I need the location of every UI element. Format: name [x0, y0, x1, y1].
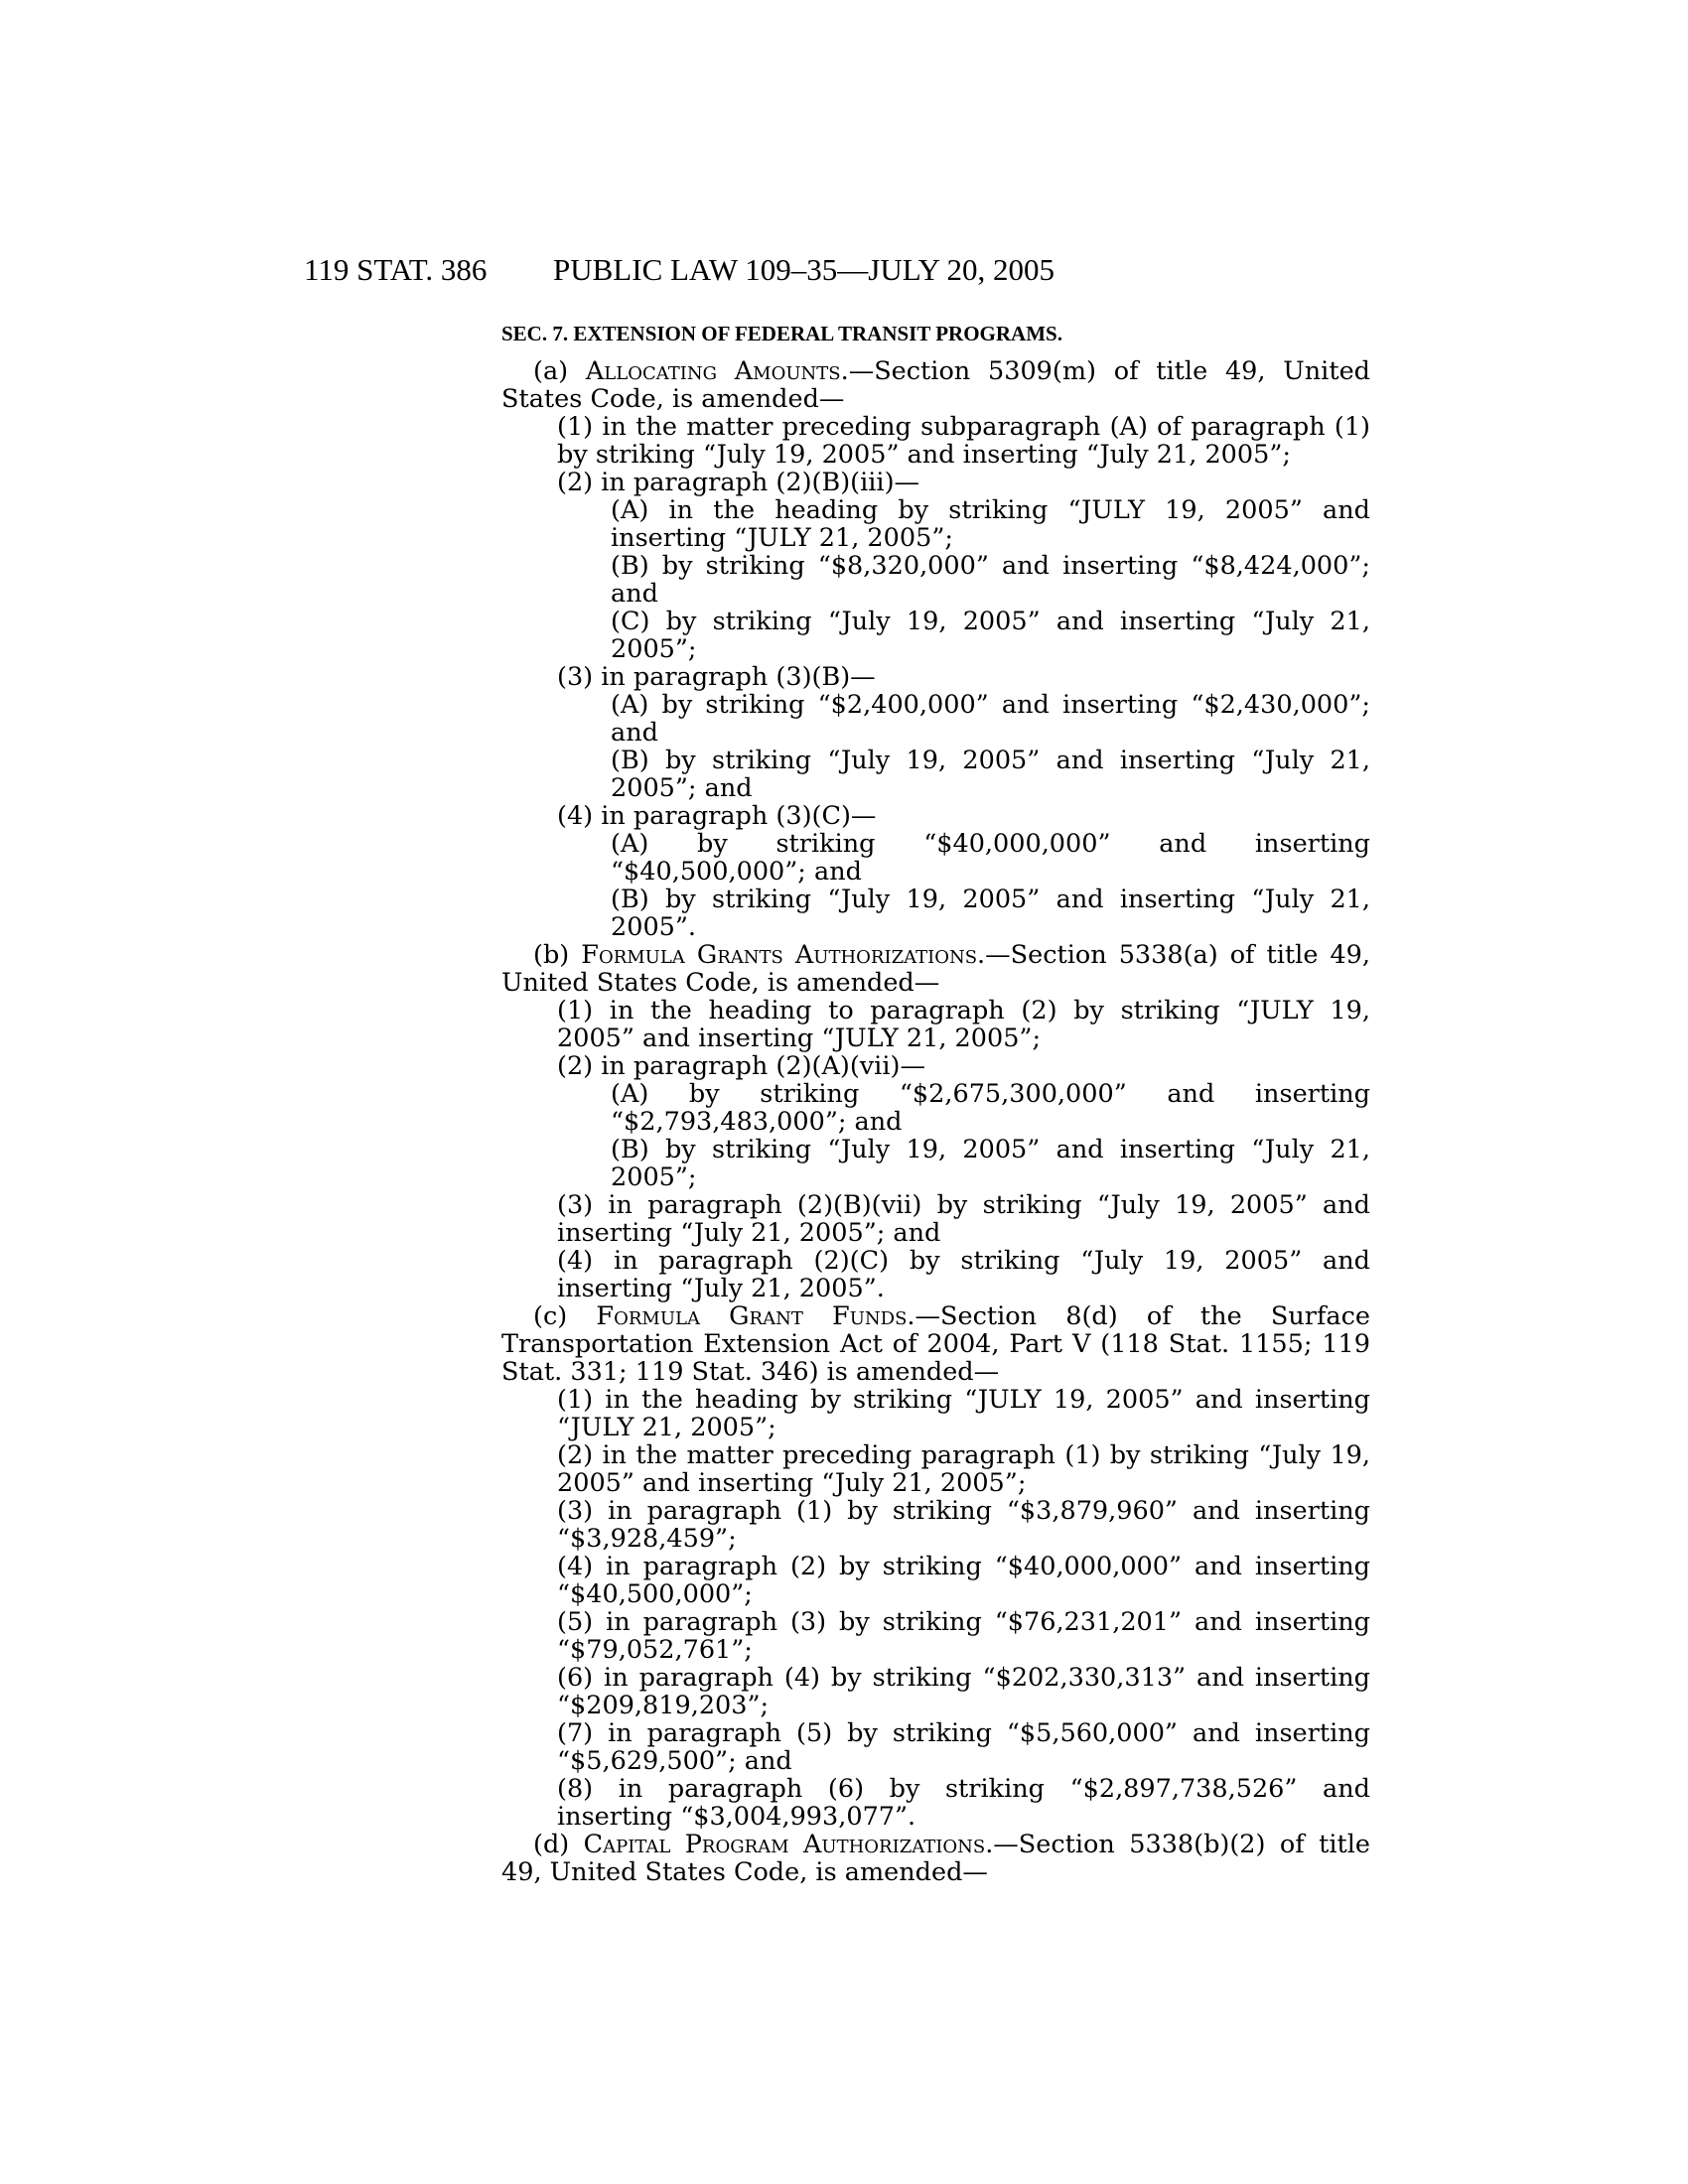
clause-paragraph	[501, 1136, 1370, 1191]
subsection-label: (c)	[533, 1301, 597, 1331]
subsection-paragraph	[501, 1302, 1370, 1386]
clause-paragraph	[501, 1719, 1370, 1775]
paragraph-text: (1) in the heading by striking “JULY 19, 2005” and inserting “JULY 21, 2005”;	[557, 1385, 1370, 1442]
paragraph-text: (2) in paragraph (2)(A)(vii)—	[557, 1051, 925, 1081]
section-heading: SEC. 7. EXTENSION OF FEDERAL TRANSIT PROGRAMS.	[501, 322, 1062, 345]
paragraph-text: .—Section 5338(b)(2) of title 49, United States Code, is amended—	[501, 1830, 1370, 1887]
paragraph-text: (C) by striking “July 19, 2005” and inserting “July 21, 2005”;	[611, 607, 1370, 664]
paragraph-text: (3) in paragraph (1) by striking “$3,879,960” and inserting “$3,928,459”;	[557, 1496, 1370, 1554]
clause-paragraph	[501, 608, 1370, 663]
clause-paragraph	[501, 747, 1370, 802]
clause-paragraph	[501, 1775, 1370, 1831]
paragraph-text: (2) in the matter preceding paragraph (1) by striking “July 19, 2005” and inserting “July 21, 2005”;	[557, 1440, 1370, 1498]
statute-page-number: 119 STAT. 386	[304, 252, 488, 287]
subsection-paragraph	[501, 1831, 1370, 1886]
paragraph-text: (B) by striking “$8,320,000” and inserting “$8,424,000”; and	[611, 551, 1370, 609]
clause-paragraph	[501, 1080, 1370, 1136]
paragraph-text: (6) in paragraph (4) by striking “$202,330,313” and inserting “$209,819,203”;	[557, 1663, 1370, 1720]
document-body	[501, 320, 1370, 1886]
paragraph-text: (5) in paragraph (3) by striking “$76,231,201” and inserting “$79,052,761”;	[557, 1607, 1370, 1665]
subsection-label: (d)	[533, 1830, 584, 1859]
paragraph-text: (A) by striking “$2,675,300,000” and inserting “$2,793,483,000”; and	[611, 1079, 1370, 1137]
paragraph-text: (4) in paragraph (2) by striking “$40,000,000” and inserting “$40,500,000”;	[557, 1552, 1370, 1609]
subsection-paragraph	[501, 941, 1370, 997]
paragraph-text: (8) in paragraph (6) by striking “$2,897,738,526” and inserting “$3,004,993,077”.	[557, 1774, 1370, 1832]
clause-paragraph	[501, 1441, 1370, 1497]
paragraph-text: .—Section 5338(a) of title 49, United States Code, is amended—	[501, 940, 1370, 998]
clause-paragraph	[501, 663, 1370, 691]
subsection-caption: Formula Grant Funds	[596, 1301, 908, 1331]
clause-paragraph	[501, 1052, 1370, 1080]
paragraph-text: (A) in the heading by striking “JULY 19, 2005” and inserting “JULY 21, 2005”;	[611, 495, 1370, 553]
clause-paragraph	[501, 1664, 1370, 1719]
clause-paragraph	[501, 802, 1370, 830]
clause-paragraph	[501, 886, 1370, 941]
paragraph-text: (4) in paragraph (3)(C)—	[557, 801, 877, 831]
paragraph-text: (B) by striking “July 19, 2005” and inserting “July 21, 2005”; and	[611, 746, 1370, 803]
paragraph-text: (2) in paragraph (2)(B)(iii)—	[557, 468, 920, 497]
clause-paragraph	[501, 997, 1370, 1052]
paragraph-text: (A) by striking “$2,400,000” and inserting “$2,430,000”; and	[611, 690, 1370, 748]
subsection-label: (a)	[533, 356, 586, 386]
paragraph-text: .—Section 8(d) of the Surface Transportation Extension Act of 2004, Part V (118 Stat. 1155; 119 Stat. 331; 119 Stat. 346) is amended—	[501, 1301, 1370, 1387]
subsection-caption: Capital Program Authorizations	[583, 1830, 986, 1859]
paragraph-text: (1) in the matter preceding subparagraph (A) of paragraph (1) by striking “July 19, 2005” and inserting “July 21, 2005”;	[557, 412, 1370, 470]
subsection-caption: Allocating Amounts	[585, 356, 841, 386]
paragraph-text: (7) in paragraph (5) by striking “$5,560,000” and inserting “$5,629,500”; and	[557, 1718, 1370, 1776]
paragraph-text: (3) in paragraph (3)(B)—	[557, 662, 876, 692]
clause-paragraph	[501, 1497, 1370, 1553]
paragraph-list	[501, 357, 1370, 1886]
subsection-paragraph	[501, 357, 1370, 413]
clause-paragraph	[501, 469, 1370, 496]
subsection-caption: Formula Grants Authorizations	[581, 940, 978, 970]
paragraph-text: (B) by striking “July 19, 2005” and inserting “July 21, 2005”.	[611, 885, 1370, 942]
clause-paragraph	[501, 1608, 1370, 1664]
paragraph-text: (A) by striking “$40,000,000” and inserting “$40,500,000”; and	[611, 829, 1370, 887]
paragraph-text: (4) in paragraph (2)(C) by striking “July 19, 2005” and inserting “July 21, 2005”.	[557, 1246, 1370, 1303]
clause-paragraph	[501, 413, 1370, 469]
paragraph-text: .—Section 5309(m) of title 49, United States Code, is amended—	[501, 356, 1370, 414]
subsection-label: (b)	[533, 940, 582, 970]
clause-paragraph	[501, 1247, 1370, 1302]
clause-paragraph	[501, 1386, 1370, 1441]
paragraph-text: (1) in the heading to paragraph (2) by striking “JULY 19, 2005” and inserting “JULY 21, 2005”;	[557, 996, 1370, 1053]
clause-paragraph	[501, 1553, 1370, 1608]
paragraph-text: (B) by striking “July 19, 2005” and inserting “July 21, 2005”;	[611, 1135, 1370, 1192]
paragraph-text: (3) in paragraph (2)(B)(vii) by striking “July 19, 2005” and inserting “July 21, 2005”; and	[557, 1190, 1370, 1248]
clause-paragraph	[501, 1191, 1370, 1247]
clause-paragraph	[501, 691, 1370, 747]
public-law-title: PUBLIC LAW 109–35—JULY 20, 2005	[553, 252, 1055, 287]
running-head	[304, 248, 1217, 292]
clause-paragraph	[501, 552, 1370, 608]
clause-paragraph	[501, 830, 1370, 886]
clause-paragraph	[501, 496, 1370, 552]
